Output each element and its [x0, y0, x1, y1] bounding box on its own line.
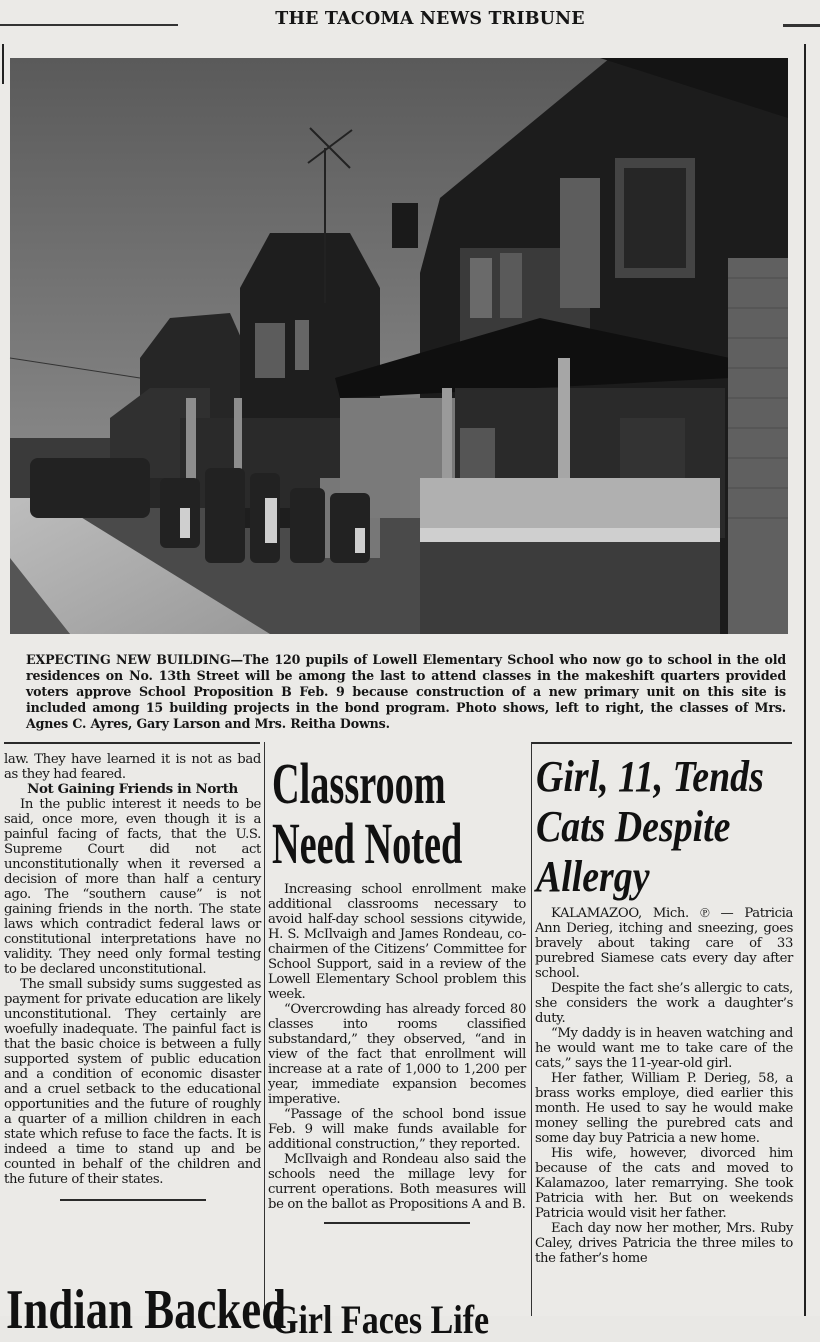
article-paragraph: “Passage of the school bond issue Feb. 9 will make funds available for additional construction,” they reported. — [268, 1107, 526, 1152]
article-paragraph: KALAMAZOO, Mich. ℗ — Patricia Ann Derieg, itching and sneezing, goes bravely about taking care of 33 purebred Siamese cats every day after school. — [535, 906, 793, 981]
article-paragraph: “Overcrowding has already forced 80 classes into rooms classified substandard,” they observed, “and in view of the fact that enrollment will increase at a rate of 1,000 to 1,200 per year, immediate expansion becomes imperative. — [268, 1002, 526, 1107]
article-paragraph: Her father, William P. Derieg, 58, a brass works employe, died earlier this month. He used to say he would make money selling the purebred cats and some day buy Patricia a new home. — [535, 1071, 793, 1146]
page-border-left — [2, 44, 4, 84]
article-paragraph: “My daddy is in heaven watching and he would want me to take care of the cats,” says the 11-year-old girl. — [535, 1026, 793, 1071]
article-paragraph: Each day now her mother, Mrs. Ruby Caley, drives Patricia the three miles to the father’s home — [535, 1221, 793, 1266]
news-photo — [10, 58, 788, 634]
editorial-paragraph: The small subsidy sums suggested as payment for private education are likely unconstitutional. They certainly are woefully inadequate. The painful fact is that the basic choice is between a fully supported system of public education and a condition of economic disaster and a cruel setback to the educational opportunities and the future of roughly a quarter of a million children in each state which refuse to face the facts. It is indeed a time to stand up and be counted in behalf of the children and the future of their states. — [4, 977, 261, 1187]
photo-image-icon — [10, 58, 788, 634]
caption-text: The 120 pupils of Lowell Elementary School who now go to school in the old residences on No. 13th Street will be among the last to attend classes in the makeshift quarters provided voters approve School Proposition B Feb. 9 because construction of a new primary unit on this site is included among 15 building projects in the bond program. Photo shows, left to right, the classes of Mrs. Agnes C. Ayres, Gary Larson and Mrs. Reitha Downs. — [26, 652, 786, 731]
masthead — [0, 0, 820, 40]
section-rule-left-2 — [157, 742, 257, 743]
masthead-rule-left — [0, 24, 178, 26]
column-divider-2 — [531, 742, 532, 1316]
section-rule-right — [532, 742, 792, 744]
editorial-paragraph: In the public interest it needs to be said, once more, even though it is a painful facing of facts, that the U.S. Supreme Court did not act unconstitutionally when it reversed a decision of more than half a century ago. The “southern cause” is not gaining friends in the north. The state laws which contradict federal laws or constitutional interpretations have no validity. They need only formal testing to be declared unconstitutional. — [4, 797, 261, 977]
editorial-continued-text: law. They have learned it is not as bad as they had feared. — [4, 752, 261, 782]
headline-indian-backed: Indian Backed — [6, 1279, 287, 1341]
editorial-subhead: Not Gaining Friends in North — [27, 781, 238, 797]
caption-lead: EXPECTING NEW BUILDING— — [26, 652, 243, 667]
newspaper-title: THE TACOMA NEWS TRIBUNE — [275, 8, 585, 29]
headline-girl-faces-life: Girl Faces Life — [272, 1297, 490, 1342]
column-divider-1 — [264, 742, 265, 1316]
masthead-rule-right — [783, 24, 820, 27]
article-paragraph: Despite the fact she’s allergic to cats, she considers the work a daughter’s duty. — [535, 981, 793, 1026]
headline-girl-tends-line2: Cats Despite — [536, 802, 731, 851]
article-paragraph: His wife, however, divorced him because of the cats and moved to Kalamazoo, later remarrying. She took Patricia with her. But on weekends Patricia would visit her father. — [535, 1146, 793, 1221]
article-separator-rule — [324, 1222, 470, 1224]
article-separator-rule — [60, 1199, 206, 1201]
article-paragraph: McIlvaigh and Rondeau also said the schools need the millage levy for current operations. Both measures will be on the ballot as Propositions A and B. — [268, 1152, 526, 1212]
editorial-column — [4, 752, 261, 1201]
photo-caption — [26, 652, 786, 732]
classroom-article — [268, 882, 526, 1224]
headline-classroom: Classroom — [272, 751, 446, 816]
article-paragraph: Increasing school enrollment make additional classrooms necessary to avoid half-day school sessions citywide, H. S. McIlvaigh and James Rondeau, co-chairmen of the Citizens’ Committee for School Support, said in a review of the Lowell Elementary School problem this week. — [268, 882, 526, 1002]
headline-girl-tends-line1: Girl, 11, Tends — [536, 752, 764, 801]
cats-article — [535, 906, 793, 1266]
page-border-right — [804, 44, 806, 1316]
headline-need-noted: Need Noted — [272, 811, 463, 876]
headline-girl-tends-line3: Allergy — [536, 852, 650, 901]
